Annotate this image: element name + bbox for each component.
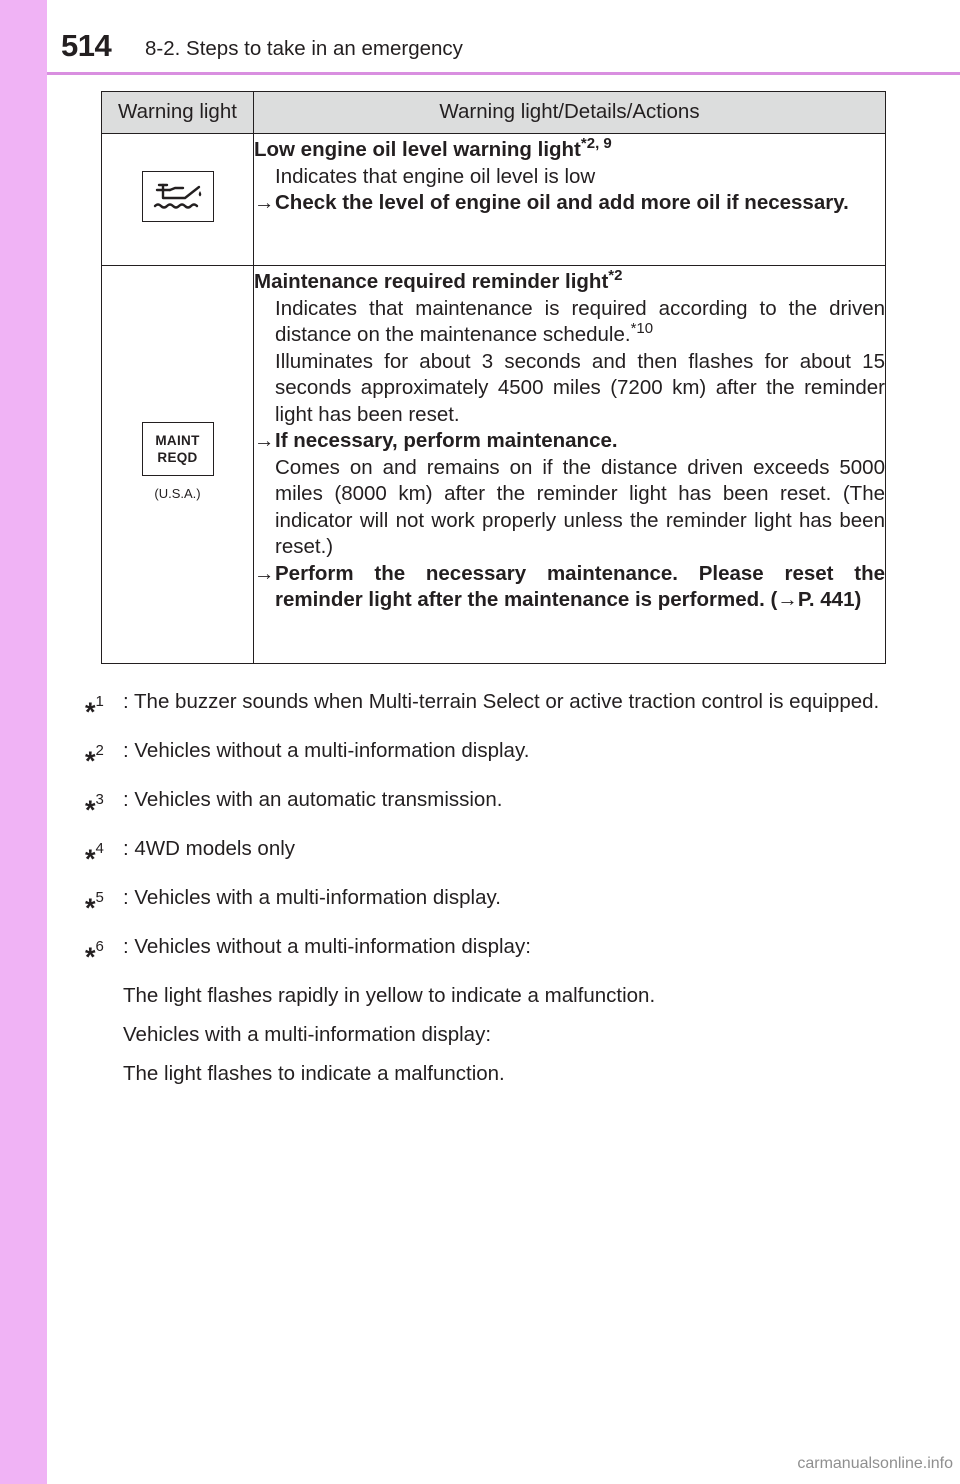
- footnote: *$^5$ : Vehicles with a multi-information display.: [85, 886, 501, 923]
- footnote: *$^4$ : 4WD models only: [85, 837, 296, 874]
- footnote-line: Vehicles with a multi-information display:: [123, 1023, 492, 1046]
- section-title: 8-2. Steps to take in an emergency: [145, 37, 463, 60]
- table-header-row: [102, 92, 886, 134]
- icon-cell: [102, 266, 254, 664]
- warning-title: Maintenance required reminder light$^{*2}$: [254, 267, 623, 293]
- icon-cell: [102, 134, 254, 266]
- warning-action: → Check the level of engine oil and add more oil if necessary.: [254, 190, 885, 217]
- maint-reqd-icon: MAINT REQD: [142, 422, 214, 476]
- warning-description: Indicates that engine oil level is low: [275, 164, 596, 188]
- footnote: *$^1$ : The buzzer sounds when Multi-terrain Select or active traction control is equipped.: [85, 690, 880, 727]
- page-number: 514: [61, 28, 112, 63]
- detail-cell: [254, 134, 886, 266]
- header-rule: [47, 72, 960, 75]
- title-superscript: *2: [608, 267, 623, 284]
- table-row: [102, 266, 886, 664]
- table-row: [102, 134, 886, 266]
- footnotes: [85, 688, 880, 1099]
- col-header-details-actions: Warning light/Details/Actions: [254, 92, 886, 134]
- warning-action: → Perform the necessary maintenance. Please reset the reminder light after the maintenance is performed. (→P. 441): [254, 561, 885, 614]
- footnote-line: The light flashes rapidly in yellow to indicate a malfunction.: [123, 984, 656, 1007]
- warning-description: Illuminates for about 3 seconds and then flashes for about 15 seconds approximately 4500 miles (7200 km) after the reminder light has been reset.: [275, 349, 885, 426]
- footnote: *$^6$ : Vehicles without a multi-information display:: [85, 935, 531, 972]
- warning-light-table: [101, 91, 886, 664]
- warning-title: Low engine oil level warning light$^{*2, 9}$: [254, 135, 612, 161]
- watermark: carmanualsonline.info: [797, 1455, 953, 1472]
- engine-oil-level-icon: [142, 171, 214, 222]
- arrow-icon: →: [254, 429, 275, 452]
- icon-caption: (U.S.A.): [154, 485, 201, 501]
- footnote: *$^3$ : Vehicles with an automatic transmission.: [85, 788, 503, 825]
- footnote: *$^2$ : Vehicles without a multi-information display.: [85, 739, 530, 776]
- arrow-icon: →: [254, 191, 275, 214]
- title-superscript: *2, 9: [580, 135, 612, 152]
- col-header-warning-light: Warning light: [102, 92, 254, 134]
- arrow-icon: →: [254, 561, 275, 585]
- warning-action: → If necessary, perform maintenance.: [254, 428, 885, 455]
- desc-superscript: *10: [630, 320, 654, 337]
- warning-description: Indicates that maintenance is required according to the driven distance on the maintenance schedule.$^{*10}$: [275, 296, 885, 346]
- footnote-line: The light flashes to indicate a malfunction.: [123, 1062, 505, 1085]
- side-color-band: [0, 0, 47, 1484]
- warning-description: Comes on and remains on if the distance driven exceeds 5000 miles (8000 km) after the reminder light has been reset. (The indicator will not work properly unless the reminder light has been reset.): [275, 455, 885, 558]
- detail-cell: [254, 266, 886, 664]
